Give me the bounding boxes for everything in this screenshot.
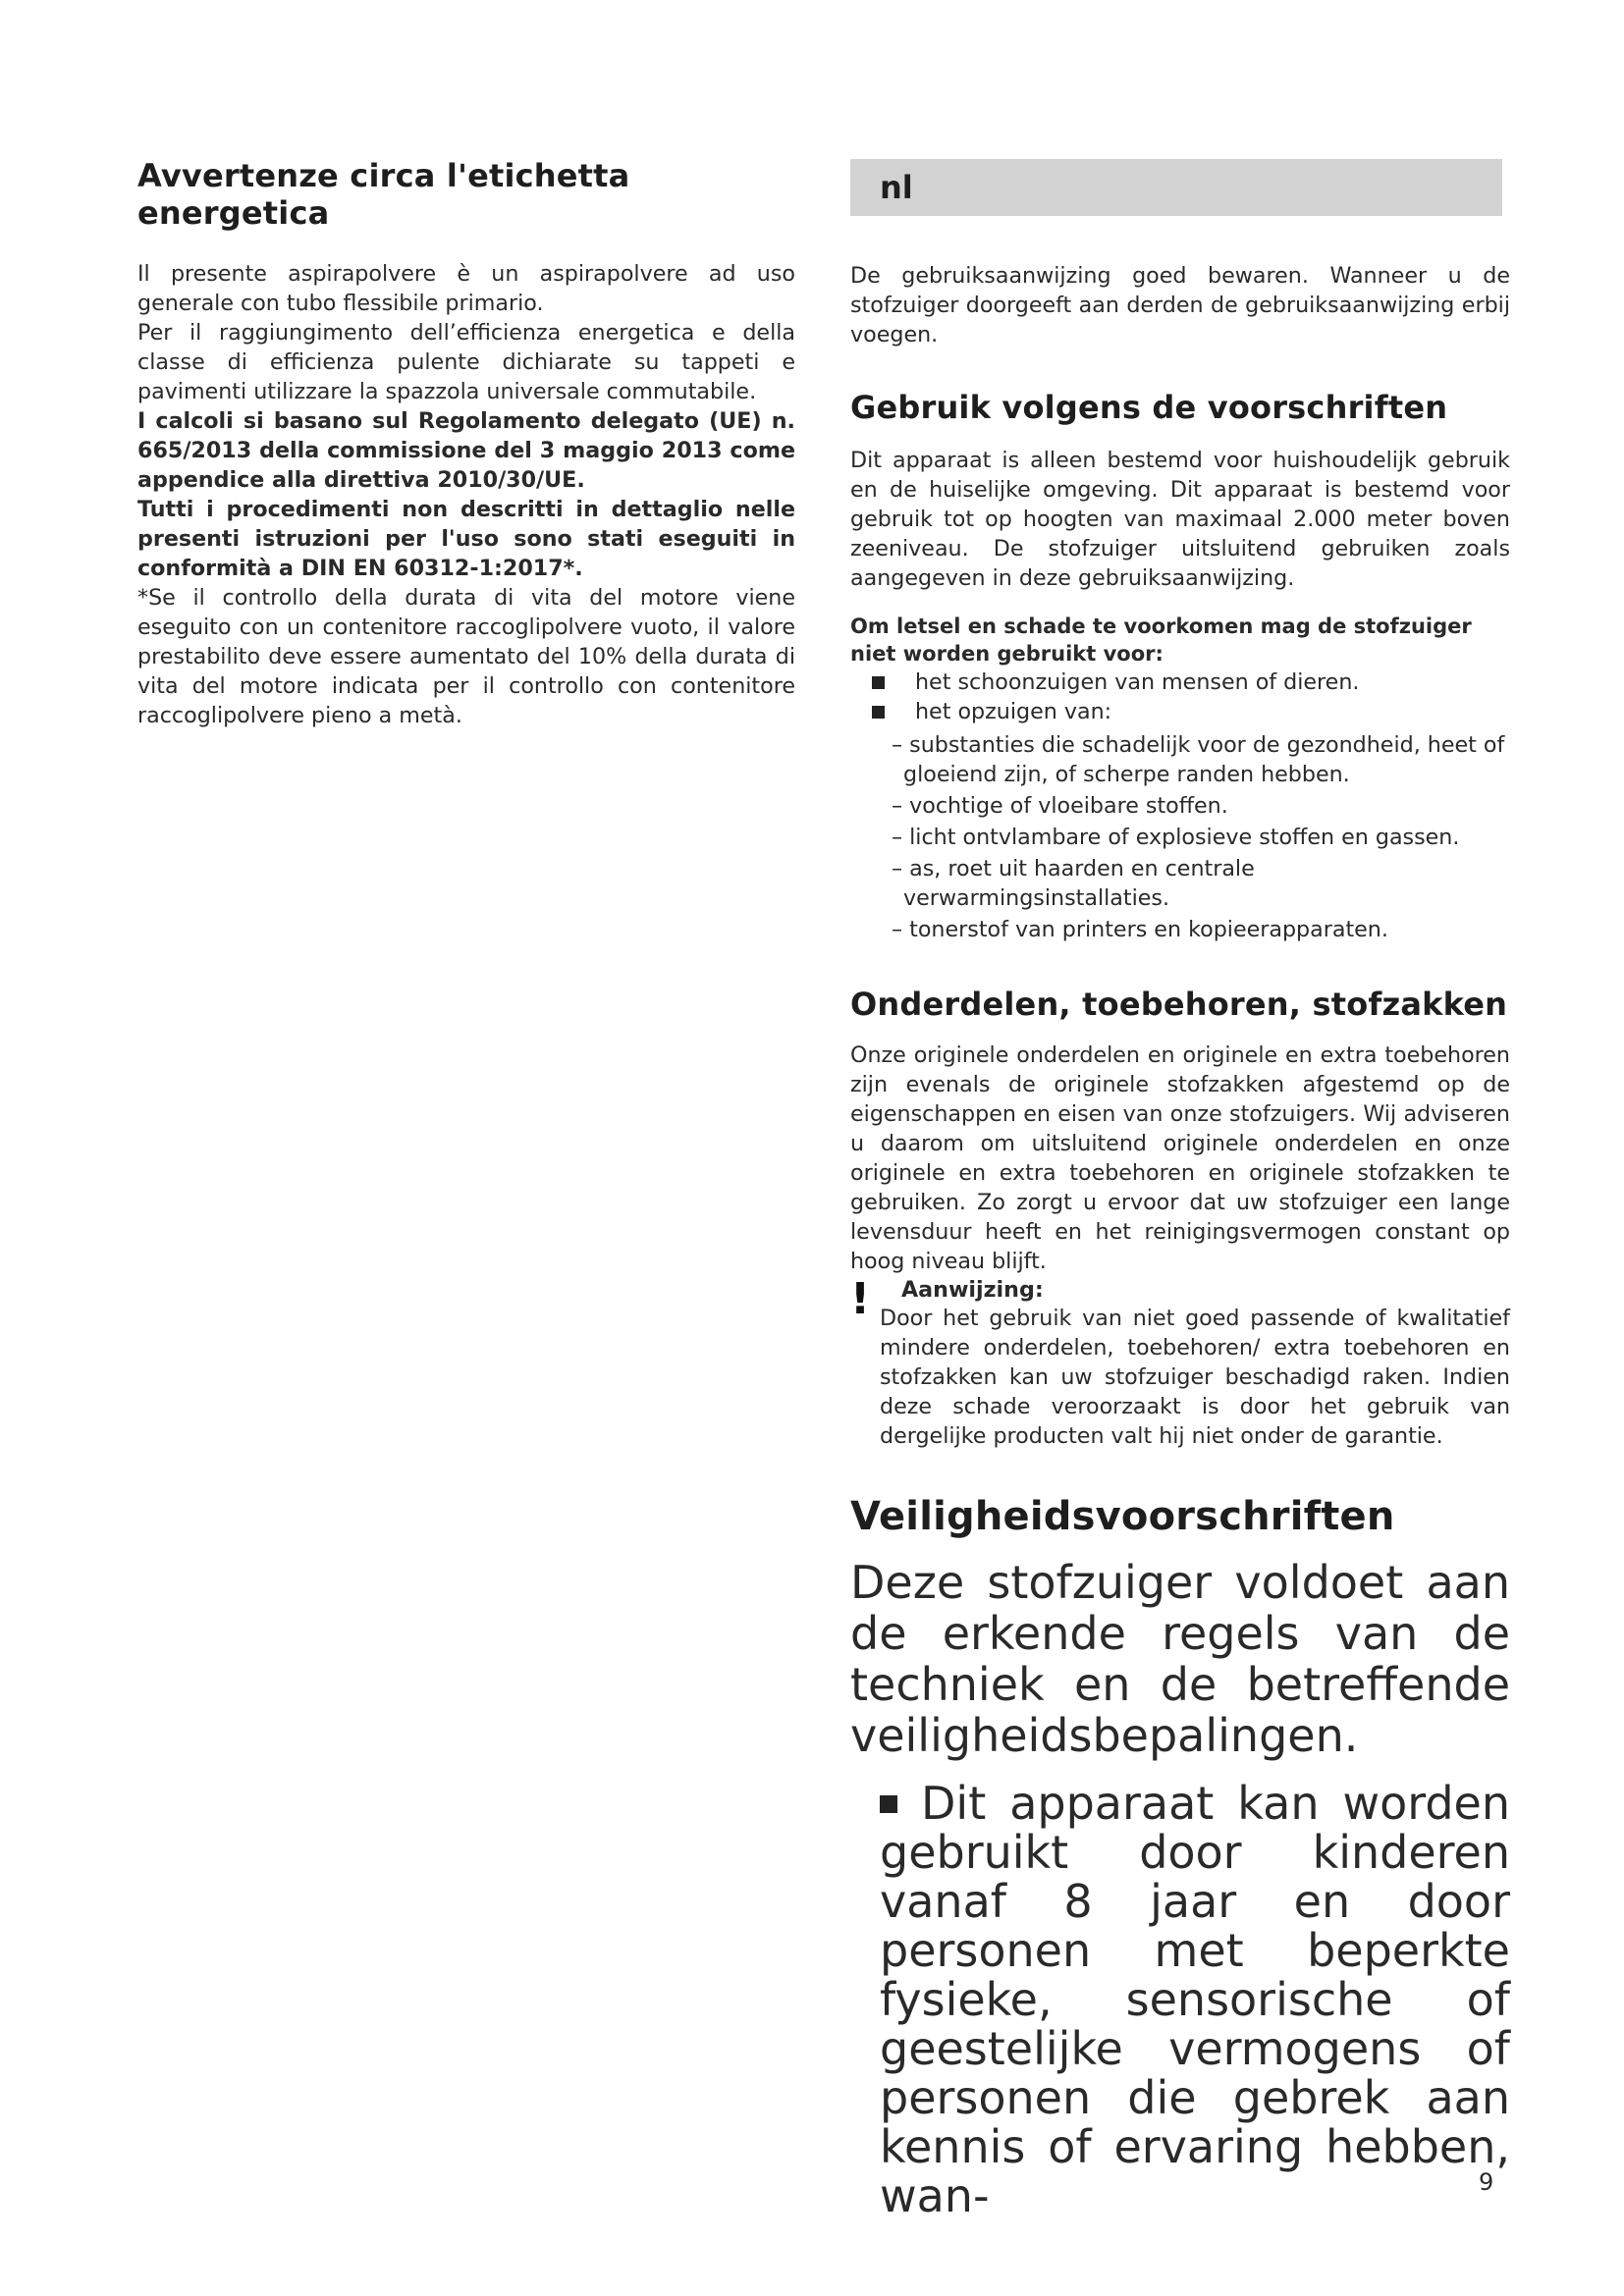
- safety-intro: Deze stofzuiger voldoet aan de erkende regels van de techniek en de betreffende veiligheidsbepalingen.: [850, 1556, 1510, 1762]
- list-item: – tonerstof van printers en kopieerapparaten.: [892, 917, 1388, 942]
- left-column: [137, 157, 795, 730]
- list-item: – substanties die schadelijk voor de gezondheid, heet of gloeiend zijn, of scherpe randen hebben.: [892, 732, 1505, 787]
- language-band: [850, 159, 1502, 216]
- note-label: Aanwijzing:: [901, 1277, 1044, 1303]
- list-item: – as, roet uit haarden en centrale verwarmingsinstallaties.: [892, 856, 1255, 911]
- square-bullet-icon: [872, 676, 885, 689]
- list-item: – licht ontvlambare of explosieve stoffen en gassen.: [892, 825, 1460, 850]
- safety-item-text: Dit apparaat kan worden gebruikt door kinderen vanaf 8 jaar en door personen met beperkte fysieke, sensorische of geestelijke vermogens of personen die gebrek aan kennis of ervaring hebben, wan-: [880, 1777, 1510, 2222]
- list-item: – vochtige of vloeibare stoffen.: [892, 793, 1228, 819]
- prohibited-uses-list: [850, 667, 1510, 726]
- intended-use-heading: Gebruik volgens de voorschriften: [850, 389, 1448, 426]
- list-item: het opzuigen van:: [850, 697, 1510, 726]
- page-number: 9: [1479, 2168, 1494, 2196]
- energy-label-heading: Avvertenze circa l'etichetta energetica: [137, 157, 630, 232]
- square-bullet-icon: [872, 706, 885, 719]
- exclamation-icon: !: [850, 1274, 871, 1324]
- right-column: [850, 159, 1510, 2220]
- energy-footnote: *Se il controllo della durata di vita del motore viene eseguito con un contenitore raccoglipolvere vuoto, il valore prestabilito deve essere aumentato del 10% della durata di vita del motore indicata per il controllo con contenitore raccoglipolvere pieno a metà.: [137, 585, 795, 728]
- parts-accessories-paragraph: Onze originele onderdelen en originele en extra toebehoren zijn evenals de originele stofzakken afgestemd op de eigenschappen en eisen van onze stofzuigers. Wij adviseren u daarom om uitsluitend originele onderdelen en onze originele en extra toebehoren en originele stofzakken te gebruiken. Zo zorgt u ervoor dat uw stofzuiger een lange levensduur heeft en het reinigingsvermogen constant op hoog niveau blijft.: [850, 1042, 1510, 1274]
- list-item: het schoonzuigen van mensen of dieren.: [850, 667, 1510, 697]
- safety-heading: Veiligheidsvoorschriften: [850, 1494, 1395, 1539]
- energy-paragraph-1: Il presente aspirapolvere è un aspirapolvere ad uso generale con tubo flessibile primario.: [137, 261, 795, 316]
- energy-regulation-note: I calcoli si basano sul Regolamento delegato (UE) n. 665/2013 della commissione del 3 maggio 2013 come appendice alla direttiva 2010/30/UE.: [137, 408, 795, 493]
- note-box: [850, 1276, 1510, 1451]
- energy-procedures-note: Tutti i procedimenti non descritti in dettaglio nelle presenti istruzioni per l'uso sono stati eseguiti in conformità a DIN EN 60312-1:2017*.: [137, 497, 795, 581]
- prohibited-substances-list: [850, 730, 1510, 944]
- energy-paragraph-2: Per il raggiungimento dell’efficienza energetica e della classe di efficienza pulente dichiarate su tappeti e pavimenti utilizzare la spazzola universale commutabile.: [137, 320, 795, 404]
- intro-paragraph: De gebruiksaanwijzing goed bewaren. Wanneer u de stofzuiger doorgeeft aan derden de gebruiksaanwijzing erbij voegen.: [850, 263, 1510, 347]
- language-label: nl: [880, 169, 913, 206]
- square-bullet-icon: [880, 1795, 897, 1813]
- injury-warning: Om letsel en schade te voorkomen mag de stofzuiger niet worden gebruikt voor:: [850, 614, 1472, 666]
- safety-item: [850, 1779, 1510, 2220]
- note-text: Door het gebruik van niet goed passende of kwalitatief mindere onderdelen, toebehoren/ extra toebehoren en stofzakken kan uw stofzuiger beschadigd raken. Indien deze schade veroorzaakt is door het gebruik van dergelijke producten valt hij niet onder de garantie.: [880, 1306, 1510, 1449]
- intended-use-paragraph: Dit apparaat is alleen bestemd voor huishoudelijk gebruik en de huiselijke omgeving. Dit apparaat is bestemd voor gebruik tot op hoogten van maximaal 2.000 meter boven zeeniveau. De stofzuiger uitsluitend gebruiken zoals aangegeven in deze gebruiksaanwijzing.: [850, 448, 1510, 591]
- parts-accessories-heading: Onderdelen, toebehoren, stofzakken: [850, 986, 1508, 1023]
